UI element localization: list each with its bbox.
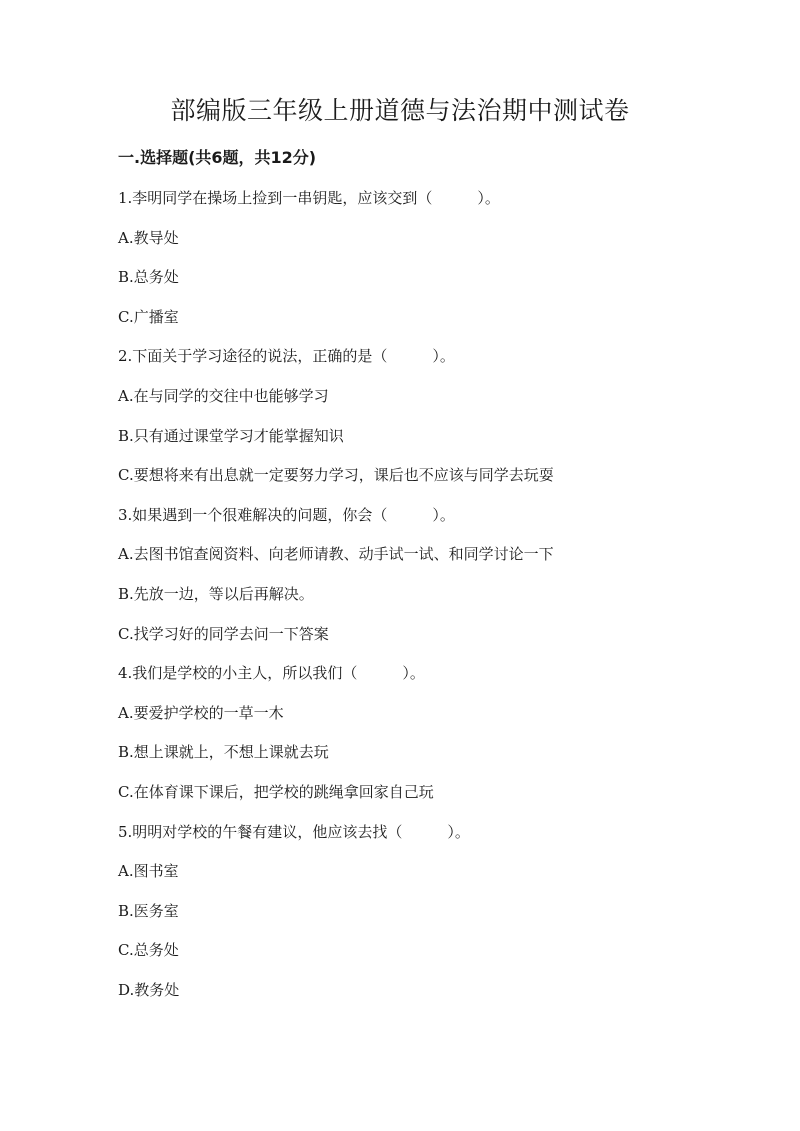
answer-option: B.总务处 xyxy=(118,268,179,287)
question-stem: 1.李明同学在操场上捡到一串钥匙，应该交到（ ）。 xyxy=(118,189,500,207)
answer-option: A.要爱护学校的一草一木 xyxy=(118,703,284,722)
question-stem: 2.下面关于学习途径的说法，正确的是（ ）。 xyxy=(118,347,455,366)
answer-option: C.总务处 xyxy=(118,941,179,960)
section-heading: 一.选择题(共6题，共12分) xyxy=(118,148,317,167)
answer-option: A.在与同学的交往中也能够学习 xyxy=(118,386,329,405)
answer-option: C.广播室 xyxy=(118,307,179,326)
answer-option: A.去图书馆查阅资料、向老师请教、动手试一试、和同学讨论一下 xyxy=(118,545,554,564)
answer-option: B.先放一边，等以后再解决。 xyxy=(118,584,314,603)
question-stem: 5.明明对学校的午餐有建议，他应该去找（ ）。 xyxy=(118,822,470,841)
answer-option: A.图书室 xyxy=(118,862,179,881)
question-stem: 3.如果遇到一个很难解决的问题，你会（ ）。 xyxy=(118,505,455,524)
answer-option: A.教导处 xyxy=(118,228,179,247)
question-list xyxy=(118,186,718,1017)
answer-option: D.教务处 xyxy=(118,980,180,999)
answer-option: C.在体育课下课后，把学校的跳绳拿回家自己玩 xyxy=(118,782,434,801)
answer-option: C.找学习好的同学去问一下答案 xyxy=(118,624,329,643)
question-stem: 4.我们是学校的小主人，所以我们（ ）。 xyxy=(118,664,425,683)
answer-option: C.要想将来有出息就一定要努力学习，课后也不应该与同学去玩耍 xyxy=(118,466,554,485)
answer-option: B.只有通过课堂学习才能掌握知识 xyxy=(118,426,344,445)
answer-option: B.想上课就上，不想上课就去玩 xyxy=(118,743,329,762)
answer-option: B.医务室 xyxy=(118,901,179,920)
page-title: 部编版三年级上册道德与法治期中测试卷 xyxy=(170,96,630,125)
